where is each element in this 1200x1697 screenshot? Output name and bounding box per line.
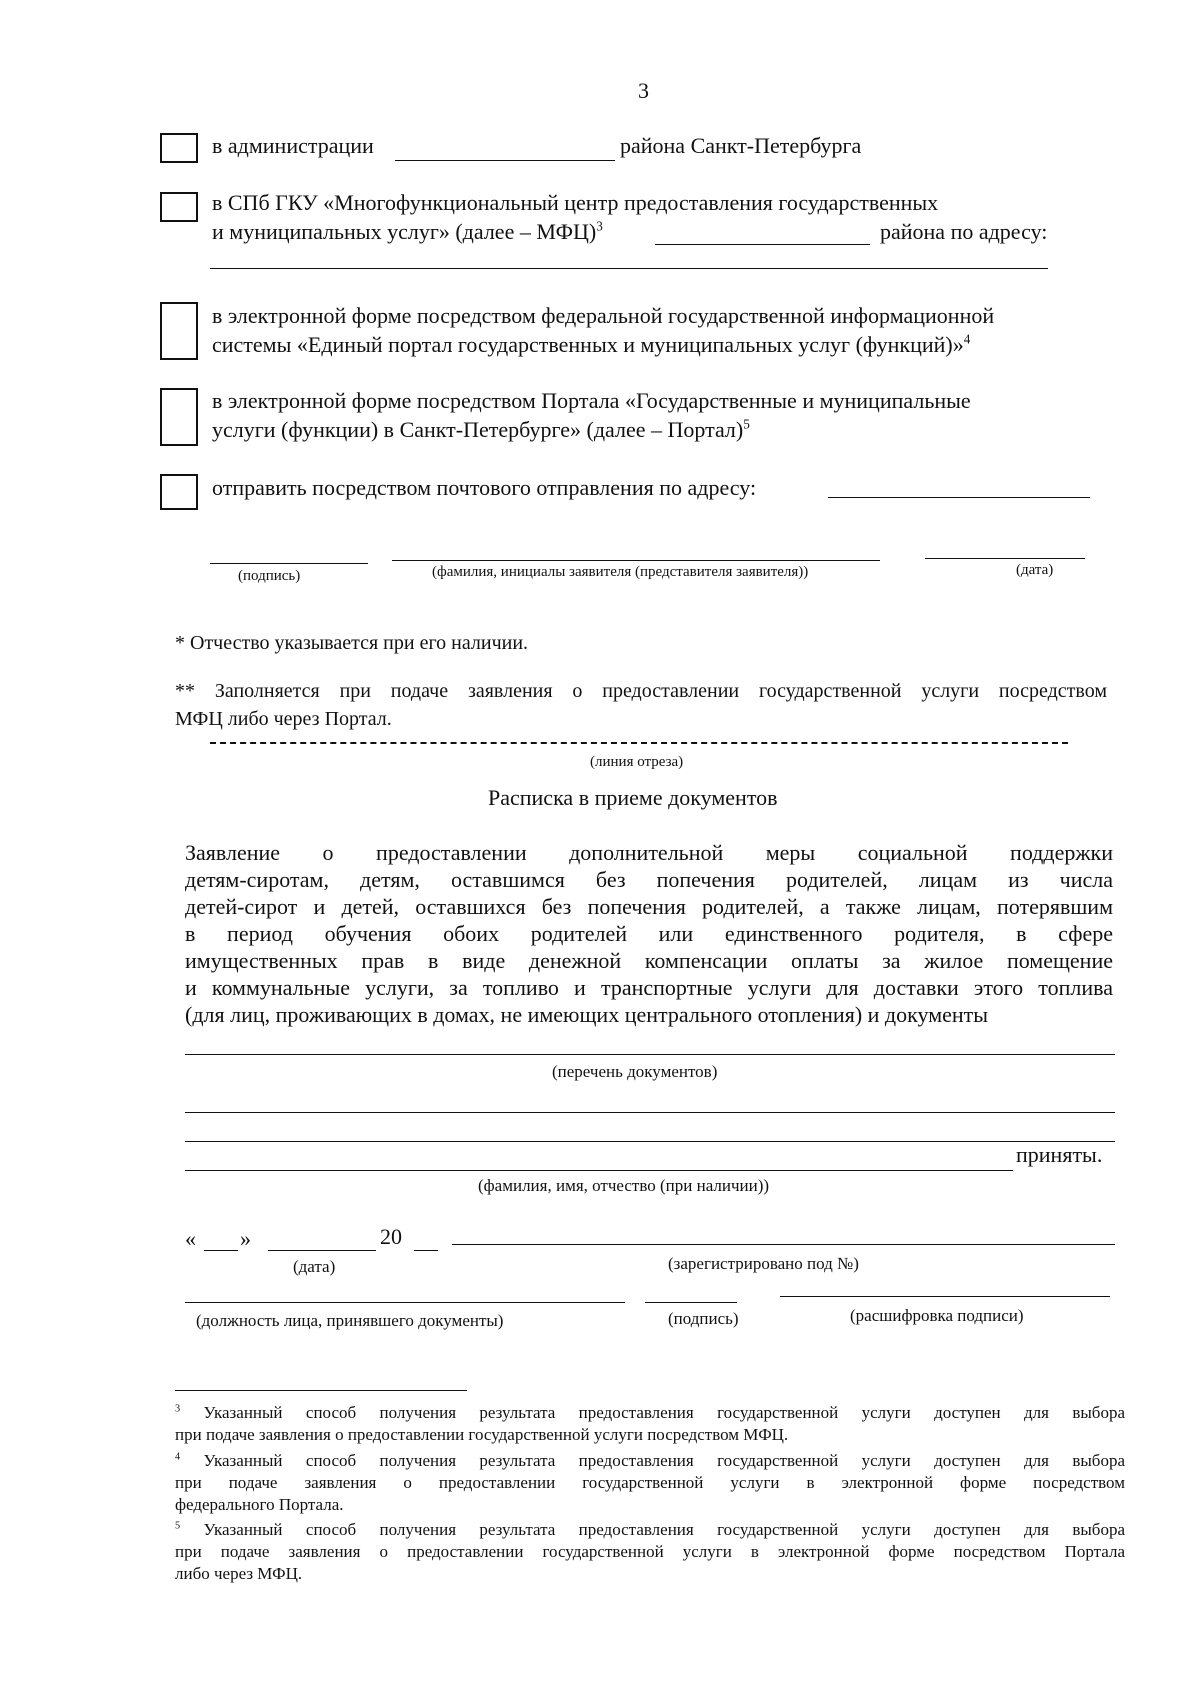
footnote-4-line2: при подаче заявления о предоставлении государственной услуги в электронной форме посредством [175, 1473, 1125, 1492]
accepted-by-blank[interactable] [185, 1170, 1013, 1171]
option-mfc-line2: и муниципальных услуг» (далее – МФЦ)$^3$ [212, 218, 603, 244]
receipt-paragraph-line: детям-сиротам, детям, оставшимся без попечения родителей, лицам из числа [185, 867, 1113, 892]
date-blank[interactable] [925, 558, 1085, 559]
footnote-3-line2: при подаче заявления о предоставлении государственной услуги посредством МФЦ. [175, 1425, 789, 1444]
documents-list-caption: (перечень документов) [552, 1062, 718, 1081]
receipt-paragraph-line: имущественных прав в виде денежной компенсации оплаты за жилое помещение [185, 948, 1113, 973]
footnote-4-line1: $^4$ Указанный способ получения результата предоставления государственной услуги доступен для выбора [175, 1451, 1125, 1470]
applicant-name-blank[interactable] [392, 560, 880, 561]
mfc-address-blank[interactable] [210, 268, 1048, 269]
position-caption: (должность лица, принявшего документы) [196, 1311, 504, 1330]
signature-decoding-caption: (расшифровка подписи) [850, 1306, 1024, 1325]
footnote-separator [175, 1390, 467, 1391]
option-spb-portal-line1: в электронной форме посредством Портала «Государственные и муниципальные [212, 388, 971, 413]
checkbox-post[interactable] [160, 474, 198, 510]
footnote-5-line3: либо через МФЦ. [175, 1564, 303, 1583]
documents-list-blank[interactable] [185, 1054, 1115, 1055]
date-row-caption: (дата) [293, 1257, 336, 1276]
post-address-blank[interactable] [828, 497, 1090, 498]
footnote-3-line1: $^3$ Указанный способ получения результата предоставления государственной услуги доступен для выбора [175, 1403, 1125, 1422]
page-number: 3 [638, 78, 649, 103]
receipt-paragraph-line: Заявление о предоставлении дополнительной меры социальной поддержки [185, 840, 1113, 865]
district-blank[interactable] [395, 160, 615, 161]
cut-line-caption: (линия отреза) [590, 754, 684, 770]
position-blank[interactable] [185, 1302, 625, 1303]
receipt-paragraph-line: (для лиц, проживающих в домах, не имеющих центрального отопления) и документы [185, 1002, 989, 1027]
footnote-ref-5: 5 [743, 416, 750, 432]
receipt-title: Расписка в приеме документов [488, 785, 778, 810]
documents-list-blank[interactable] [185, 1141, 1115, 1142]
footnote-4-line3: федерального Портала. [175, 1495, 344, 1514]
date-caption: (дата) [1016, 562, 1054, 578]
receipt-paragraph-line: и коммунальные услуги, за топливо и транспортные услуги для доставки этого топлива [185, 975, 1113, 1000]
option-administration-suffix: района Санкт-Петербурга [620, 133, 862, 158]
year-blank[interactable] [414, 1250, 438, 1251]
fio-caption: (фамилия, имя, отчество (при наличии)) [478, 1176, 770, 1195]
date-open-quote: « [185, 1226, 196, 1251]
footnote-ref-3: 3 [596, 218, 603, 234]
note-mfc-line2: МФЦ либо через Портал. [175, 708, 392, 730]
option-federal-portal-line2: системы «Единый портал государственных и муниципальных услуг (функций)»$^4$ [212, 331, 971, 357]
footnote-ref-4: 4 [963, 331, 971, 347]
documents-list-blank[interactable] [185, 1112, 1115, 1113]
acceptor-signature-blank[interactable] [645, 1302, 737, 1303]
note-mfc-line1: ** Заполняется при подаче заявления о предоставлении государственной услуги посредством [175, 680, 1107, 702]
day-blank[interactable] [204, 1250, 238, 1251]
option-administration-label: в администрации [212, 133, 374, 158]
footnote-5-line2: при подаче заявления о предоставлении государственной услуги в электронной форме посредством Портала [175, 1542, 1125, 1561]
cut-line [210, 742, 1068, 744]
date-close-quote: » [240, 1226, 251, 1251]
checkbox-administration[interactable] [160, 133, 198, 163]
mfc-district-blank[interactable] [655, 244, 870, 245]
signature-caption: (подпись) [238, 568, 301, 584]
option-mfc-suffix: района по адресу: [880, 219, 1048, 244]
year-prefix: 20 [380, 1224, 402, 1249]
registration-caption: (зарегистрировано под №) [668, 1254, 859, 1273]
checkbox-federal-portal[interactable] [160, 302, 198, 360]
option-federal-portal-line1: в электронной форме посредством федеральной государственной информационной [212, 303, 995, 328]
accepted-text: приняты. [1016, 1142, 1103, 1167]
checkbox-mfc[interactable] [160, 192, 198, 222]
note-patronymic: * Отчество указывается при его наличии. [175, 632, 529, 654]
option-mfc-line1: в СПб ГКУ «Многофункциональный центр предоставления государственных [212, 190, 939, 215]
acceptor-signature-caption: (подпись) [668, 1309, 739, 1328]
option-post-label: отправить посредством почтового отправления по адресу: [212, 475, 757, 500]
signature-decoding-blank[interactable] [780, 1296, 1110, 1297]
receipt-paragraph-line: в период обучения обоих родителей или единственного родителя, в сфере [185, 921, 1113, 946]
signature-blank[interactable] [210, 563, 368, 564]
registration-number-blank[interactable] [452, 1244, 1115, 1245]
footnote-5-line1: $^5$ Указанный способ получения результата предоставления государственной услуги доступен для выбора [175, 1520, 1125, 1539]
receipt-paragraph-line: детей-сирот и детей, оставшихся без попечения родителей, а также лицам, потерявшим [185, 894, 1113, 919]
checkbox-spb-portal[interactable] [160, 388, 198, 446]
applicant-name-caption: (фамилия, инициалы заявителя (представителя заявителя)) [432, 564, 809, 580]
option-spb-portal-line2: услуги (функции) в Санкт-Петербурге» (далее – Портал)$^5$ [212, 416, 750, 442]
month-blank[interactable] [268, 1250, 376, 1251]
